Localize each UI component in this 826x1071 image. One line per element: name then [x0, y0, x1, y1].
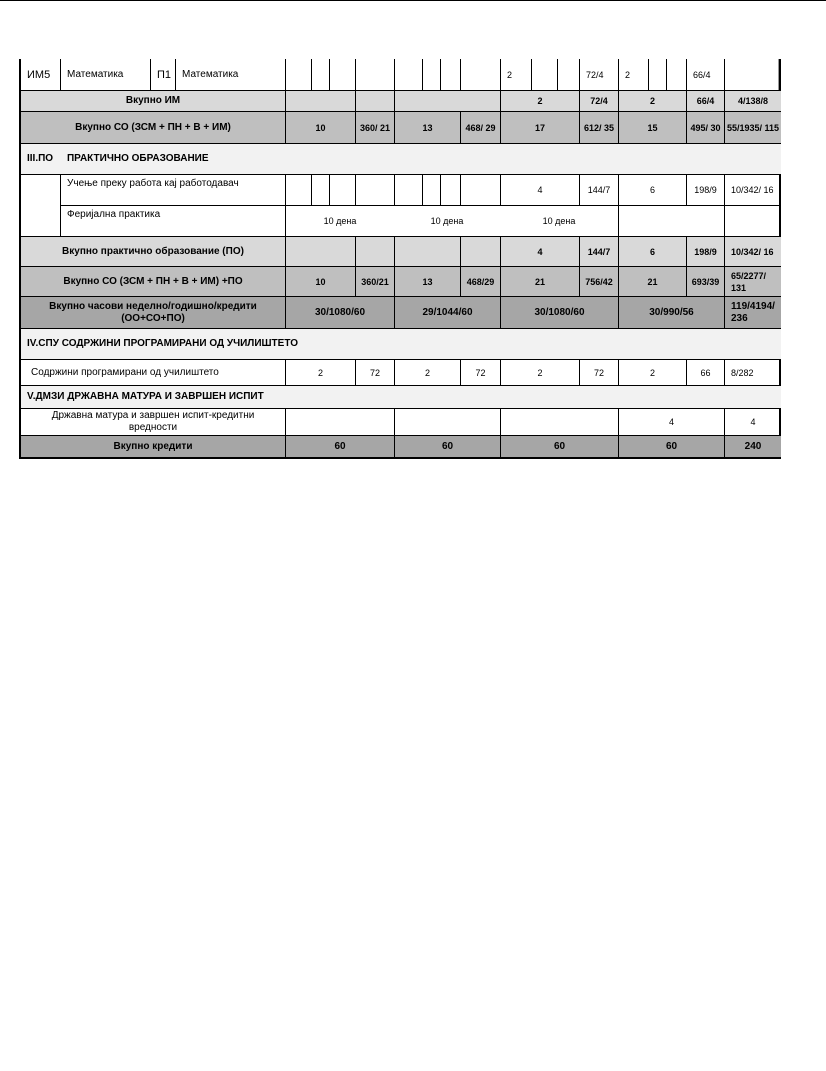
section-po-heading: III.ПО ПРАКТИЧНО ОБРАЗОВАНИЕ — [21, 143, 781, 174]
im5-y4-total: 66/4 — [686, 59, 724, 90]
total-credits-y1: 60 — [285, 435, 394, 457]
total-po-cell — [394, 236, 460, 266]
im5-cell — [422, 59, 440, 90]
weekly-total-y2: 29/1044/60 — [394, 296, 500, 328]
im5-y3-hours: 2 — [500, 59, 531, 90]
total-po-y3: 4 — [500, 236, 579, 266]
employer-y4-total: 198/9 — [686, 174, 724, 205]
total-so-po-label: Вкупно СО (ЗСМ + ПН + В + ИМ) +ПО — [21, 266, 285, 296]
total-credits-y4: 60 — [618, 435, 724, 457]
employer-y3-total: 144/7 — [579, 174, 618, 205]
im5-code: ИМ5 — [27, 68, 51, 81]
school-content-y1-total: 72 — [355, 359, 394, 385]
im5-cell — [557, 59, 579, 90]
employer-cell — [311, 174, 329, 205]
im5-y4-hours: 2 — [618, 59, 648, 90]
total-po-y3-total: 144/7 — [579, 236, 618, 266]
total-im-sum: 4/138/8 — [724, 90, 781, 111]
total-im-label: Вкупно ИМ — [21, 90, 285, 111]
total-so-y3-total: 612/ 35 — [579, 111, 618, 143]
employer-sum: 10/342/ 16 — [724, 174, 781, 205]
section-dmzi-heading: V.ДМЗИ ДРЖАВНА МАТУРА И ЗАВРШЕН ИСПИТ — [21, 385, 781, 408]
total-so-y1-total: 360/ 21 — [355, 111, 394, 143]
total-so-po-y4: 21 — [618, 266, 686, 296]
matura-y1 — [285, 408, 394, 435]
total-im-y4-total: 66/4 — [686, 90, 724, 111]
weekly-total-sum: 119/4194/ 236 — [724, 296, 781, 328]
total-so-y3: 17 — [500, 111, 579, 143]
total-so-po-y1: 10 — [285, 266, 355, 296]
ferial-y3: 10 дена — [500, 205, 618, 236]
total-im-cell — [394, 90, 500, 111]
curriculum-table — [19, 59, 781, 459]
total-credits-y2: 60 — [394, 435, 500, 457]
total-credits-label: Вкупно кредити — [21, 435, 285, 457]
total-po-cell — [285, 236, 355, 266]
im5-cell — [440, 59, 460, 90]
school-content-y2: 2 — [394, 359, 460, 385]
total-po-y4: 6 — [618, 236, 686, 266]
employer-cell — [285, 174, 311, 205]
ferial-y4 — [618, 205, 724, 236]
school-content-sum: 8/282 — [724, 359, 781, 385]
weekly-total-y3: 30/1080/60 — [500, 296, 618, 328]
page-top-rule — [0, 0, 826, 1]
school-content-y3-total: 72 — [579, 359, 618, 385]
employer-cell — [460, 174, 500, 205]
total-so-po-sum: 65/2277/ 131 — [724, 266, 781, 296]
ferial-y2: 10 дена — [394, 205, 500, 236]
im5-sum — [724, 59, 779, 90]
school-content-label: Содржини програмирани од училиштето — [21, 359, 285, 385]
total-im-cell — [355, 90, 394, 111]
total-so-po-y1-total: 360/21 — [355, 266, 394, 296]
employer-y4: 6 — [618, 174, 686, 205]
total-po-cell — [355, 236, 394, 266]
im5-cell — [285, 59, 311, 90]
school-content-y3: 2 — [500, 359, 579, 385]
total-so-po-y2: 13 — [394, 266, 460, 296]
total-so-po-y3-total: 756/42 — [579, 266, 618, 296]
total-so-y1: 10 — [285, 111, 355, 143]
total-po-cell — [460, 236, 500, 266]
total-so-y4: 15 — [618, 111, 686, 143]
total-im-y4: 2 — [618, 90, 686, 111]
employer-cell — [394, 174, 422, 205]
ferial-label: Феријална практика — [60, 205, 285, 236]
im5-cell — [648, 59, 666, 90]
employer-y3: 4 — [500, 174, 579, 205]
matura-sum: 4 — [724, 408, 781, 435]
im5-cell — [531, 59, 557, 90]
weekly-total-y1: 30/1080/60 — [285, 296, 394, 328]
matura-y2 — [394, 408, 500, 435]
im5-subject: Математика — [60, 59, 150, 90]
matura-y4: 4 — [618, 408, 724, 435]
matura-label: Државна матура и завршен испит-кредитни вредности — [21, 408, 285, 435]
ferial-y1: 10 дена — [285, 205, 394, 236]
total-po-y4-total: 198/9 — [686, 236, 724, 266]
employer-label: Учење преку работа кај работодавач — [60, 174, 285, 205]
total-im-y3-total: 72/4 — [579, 90, 618, 111]
im5-y3-total: 72/4 — [579, 59, 618, 90]
im5-cell — [666, 59, 686, 90]
school-content-y4: 2 — [618, 359, 686, 385]
total-so-sum: 55/1935/ 115 — [724, 111, 781, 143]
im5-cell — [355, 59, 394, 90]
total-so-y2: 13 — [394, 111, 460, 143]
weekly-total-label: Вкупно часови неделно/годишно/кредити (ОО+СО+ПО) — [21, 296, 285, 328]
total-so-po-y4-total: 693/39 — [686, 266, 724, 296]
im5-p-subject: Математика — [175, 59, 285, 90]
im5-cell — [460, 59, 500, 90]
section-spu-heading: IV.СПУ СОДРЖИНИ ПРОГРАМИРАНИ ОД УЧИЛИШТЕТО — [21, 328, 781, 359]
total-im-cell — [285, 90, 355, 111]
total-so-y2-total: 468/ 29 — [460, 111, 500, 143]
employer-cell — [329, 174, 355, 205]
weekly-total-y4: 30/990/56 — [618, 296, 724, 328]
im5-p-code: П1 — [150, 59, 175, 90]
total-credits-y3: 60 — [500, 435, 618, 457]
po-indent-cell — [21, 174, 60, 236]
total-credits-sum: 240 — [724, 435, 781, 457]
ferial-sum — [724, 205, 781, 236]
total-po-sum: 10/342/ 16 — [724, 236, 781, 266]
total-so-po-y2-total: 468/29 — [460, 266, 500, 296]
school-content-y1: 2 — [285, 359, 355, 385]
im5-cell — [329, 59, 355, 90]
employer-cell — [355, 174, 394, 205]
school-content-y2-total: 72 — [460, 359, 500, 385]
total-so-y4-total: 495/ 30 — [686, 111, 724, 143]
employer-cell — [440, 174, 460, 205]
total-im-y3: 2 — [500, 90, 579, 111]
im5-cell — [311, 59, 329, 90]
total-po-label: Вкупно практично образование (ПО) — [21, 236, 285, 266]
im5-cell — [394, 59, 422, 90]
total-so-po-y3: 21 — [500, 266, 579, 296]
matura-y3 — [500, 408, 618, 435]
school-content-y4-total: 66 — [686, 359, 724, 385]
total-so-label: Вкупно СО (ЗСМ + ПН + В + ИМ) — [21, 111, 285, 143]
employer-cell — [422, 174, 440, 205]
